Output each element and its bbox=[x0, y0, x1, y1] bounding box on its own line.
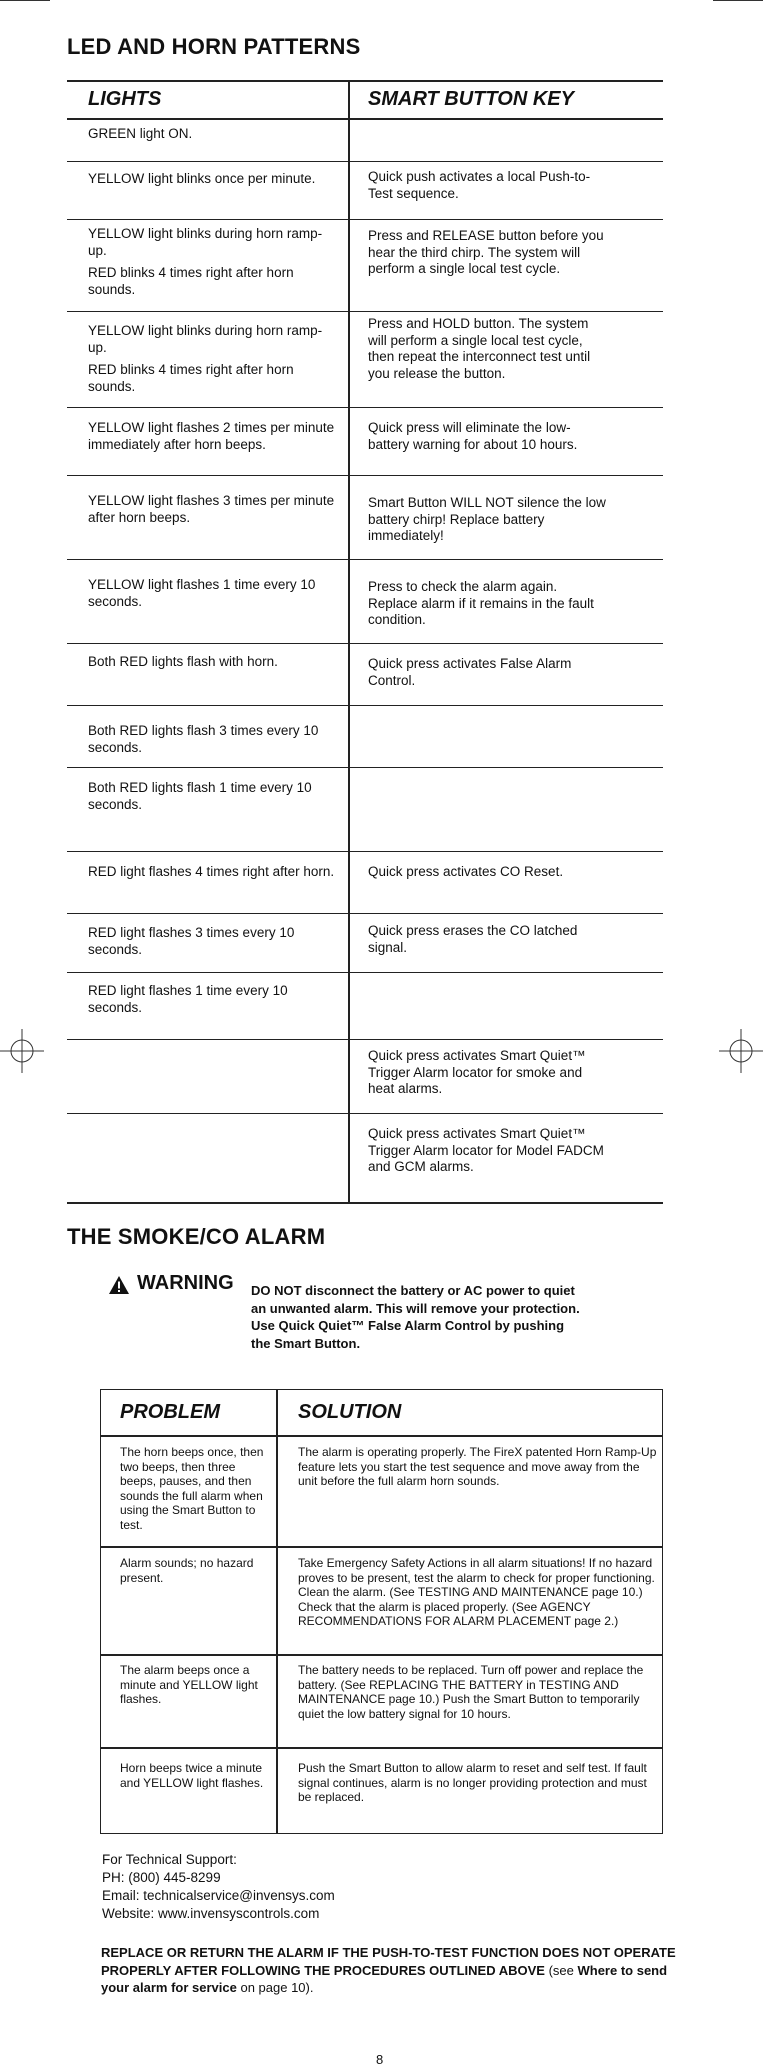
table-rule bbox=[67, 219, 663, 220]
solution-cell: The alarm is operating properly. The FireX patented Horn Ramp-Up feature lets you start the test sequence and move away from the unit before the full alarm horn sounds. bbox=[298, 1445, 657, 1488]
table-rule bbox=[67, 311, 663, 312]
problem-cell: Alarm sounds; no hazard present. bbox=[120, 1556, 254, 1585]
table-rule bbox=[67, 1202, 663, 1204]
warning-block bbox=[108, 1272, 588, 1382]
solution-cell: The battery needs to be replaced. Turn off power and replace the battery. (See REPLACING THE BATTERY in TESTING AND MAINTENANCE page 10.) Push the Smart Button to temporarily quiet the low battery signal for 10 hours. bbox=[298, 1663, 644, 1721]
table-rule bbox=[67, 1039, 663, 1040]
lights-cell: YELLOW light blinks once per minute. bbox=[88, 171, 316, 186]
column-header-problem: PROBLEM bbox=[120, 1401, 220, 1423]
support-website: Website: www.invensyscontrols.com bbox=[102, 1906, 320, 1921]
column-header-solution: SOLUTION bbox=[298, 1401, 402, 1423]
lights-cell: YELLOW light flashes 2 times per minute immediately after horn beeps. bbox=[88, 420, 335, 452]
column-header-lights: LIGHTS bbox=[88, 88, 162, 110]
notice-reference: Where to send your alarm for service bbox=[101, 1962, 668, 1995]
table-rule bbox=[100, 1654, 663, 1656]
support-title: For Technical Support: bbox=[102, 1852, 237, 1867]
lights-cell: GREEN light ON. bbox=[88, 126, 193, 141]
lights-cell: Both RED lights flash with horn. bbox=[88, 654, 278, 669]
lights-cell: YELLOW light flashes 3 times per minute after horn beeps. bbox=[88, 493, 335, 525]
solution-cell: Push the Smart Button to allow alarm to reset and self test. If fault signal continues, alarm is no longer providing protection and must be replaced. bbox=[298, 1761, 647, 1804]
column-divider bbox=[348, 80, 350, 1204]
notice-bold: REPLACE OR RETURN THE ALARM IF THE PUSH-TO-TEST FUNCTION DOES NOT OPERATE PROPERLY AFTER FOLLOWING THE PROCEDURES OUTLINED ABOVE bbox=[101, 1945, 676, 1978]
technical-support-block bbox=[102, 1851, 335, 1923]
smart-button-cell: Smart Button WILL NOT silence the low battery chirp! Replace battery immediately! bbox=[368, 495, 606, 543]
page-number: 8 bbox=[376, 2052, 384, 2067]
column-header-smart-button-key: SMART BUTTON KEY bbox=[368, 88, 574, 110]
smart-button-cell: Quick press activates Smart Quiet™ Trigger Alarm locator for Model FADCM and GCM alarms. bbox=[368, 1126, 604, 1174]
smart-button-cell: Quick press erases the CO latched signal. bbox=[368, 923, 578, 955]
table-rule bbox=[67, 118, 663, 120]
table-rule bbox=[67, 913, 663, 914]
table-rule bbox=[67, 972, 663, 973]
warning-label: WARNING bbox=[137, 1272, 234, 1294]
warning-line: DO NOT disconnect the battery or AC power to quiet an unwanted alarm. This will remove your protection. bbox=[251, 1283, 580, 1316]
table-rule bbox=[67, 1113, 663, 1114]
table-rule bbox=[67, 407, 663, 408]
table-rule bbox=[100, 1435, 663, 1437]
lights-cell: RED light flashes 4 times right after horn. bbox=[88, 864, 335, 879]
lights-cell: Both RED lights flash 1 time every 10 seconds. bbox=[88, 780, 312, 812]
lights-cell: YELLOW light flashes 1 time every 10 seconds. bbox=[88, 577, 316, 609]
table-rule bbox=[67, 705, 663, 706]
smart-button-cell: Quick press activates False Alarm Control. bbox=[368, 656, 572, 688]
lights-cell: Both RED lights flash 3 times every 10 seconds. bbox=[88, 723, 319, 755]
warning-line: Use Quick Quiet™ False Alarm Control by pushing the Smart Button. bbox=[251, 1318, 565, 1351]
table-rule bbox=[67, 851, 663, 852]
smart-button-cell: Quick press will eliminate the low-battery warning for about 10 hours. bbox=[368, 420, 578, 452]
notice-mid: (see bbox=[544, 1962, 578, 1978]
table-rule bbox=[67, 767, 663, 768]
lights-cell: RED light flashes 1 time every 10 seconds. bbox=[88, 983, 288, 1015]
smart-button-cell: Quick push activates a local Push-to-Test sequence. bbox=[368, 169, 591, 201]
smart-button-cell: Press and RELEASE button before you hear the third chirp. The system will perform a single local test cycle. bbox=[368, 228, 604, 276]
table-rule bbox=[67, 161, 663, 162]
solution-cell: Take Emergency Safety Actions in all alarm situations! If no hazard proves to be present, test the alarm to check for proper functioning. Clean the alarm. (See TESTING AND MAINTENANCE page 10.) Check that the alarm is placed properly. (See AGENCY RECOMMENDATIONS FOR ALARM PLACEMENT page 2.) bbox=[298, 1556, 655, 1628]
lights-cell: YELLOW light blinks during horn ramp-up. RED blinks 4 times right after horn sounds. bbox=[88, 226, 323, 297]
smart-button-cell: Press to check the alarm again. Replace alarm if it remains in the fault condition. bbox=[368, 579, 594, 627]
table-rule bbox=[67, 559, 663, 560]
replace-notice bbox=[101, 1944, 681, 1997]
warning-text bbox=[251, 1282, 581, 1352]
section-heading-led-horn: LED AND HORN PATTERNS bbox=[67, 34, 361, 59]
smart-button-cell: Press and HOLD button. The system will perform a single local test cycle, then repeat the interconnect test until you release the button. bbox=[368, 316, 591, 381]
warning-triangle-icon bbox=[108, 1275, 130, 1295]
table-rule bbox=[100, 1747, 663, 1749]
problem-solution-table bbox=[100, 1389, 663, 1834]
table-rule bbox=[67, 643, 663, 644]
support-phone: PH: (800) 445-8299 bbox=[102, 1870, 221, 1885]
lights-cell: YELLOW light blinks during horn ramp-up. RED blinks 4 times right after horn sounds. bbox=[88, 323, 323, 394]
problem-cell: The alarm beeps once a minute and YELLOW light flashes. bbox=[120, 1663, 258, 1706]
table-rule bbox=[67, 80, 663, 82]
crop-mark bbox=[0, 0, 50, 1]
smart-button-cell: Quick press activates CO Reset. bbox=[368, 864, 564, 879]
table-rule bbox=[67, 475, 663, 476]
led-horn-table bbox=[67, 80, 663, 1204]
column-divider bbox=[276, 1389, 278, 1834]
lights-cell: RED light flashes 3 times every 10 seconds. bbox=[88, 925, 295, 957]
smart-button-cell: Quick press activates Smart Quiet™ Trigger Alarm locator for smoke and heat alarms. bbox=[368, 1048, 586, 1096]
support-email: Email: technicalservice@invensys.com bbox=[102, 1888, 335, 1903]
problem-cell: Horn beeps twice a minute and YELLOW light flashes. bbox=[120, 1761, 264, 1790]
notice-end: on page 10). bbox=[236, 1980, 314, 1995]
crop-mark bbox=[713, 0, 763, 1]
registration-mark-left bbox=[0, 1029, 44, 1073]
problem-cell: The horn beeps once, then two beeps, then three beeps, pauses, and then sounds the full alarm when using the Smart Button to test. bbox=[120, 1445, 264, 1532]
section-heading-smoke-co: THE SMOKE/CO ALARM bbox=[67, 1224, 326, 1249]
table-rule bbox=[100, 1546, 663, 1548]
registration-mark-right bbox=[719, 1029, 763, 1073]
